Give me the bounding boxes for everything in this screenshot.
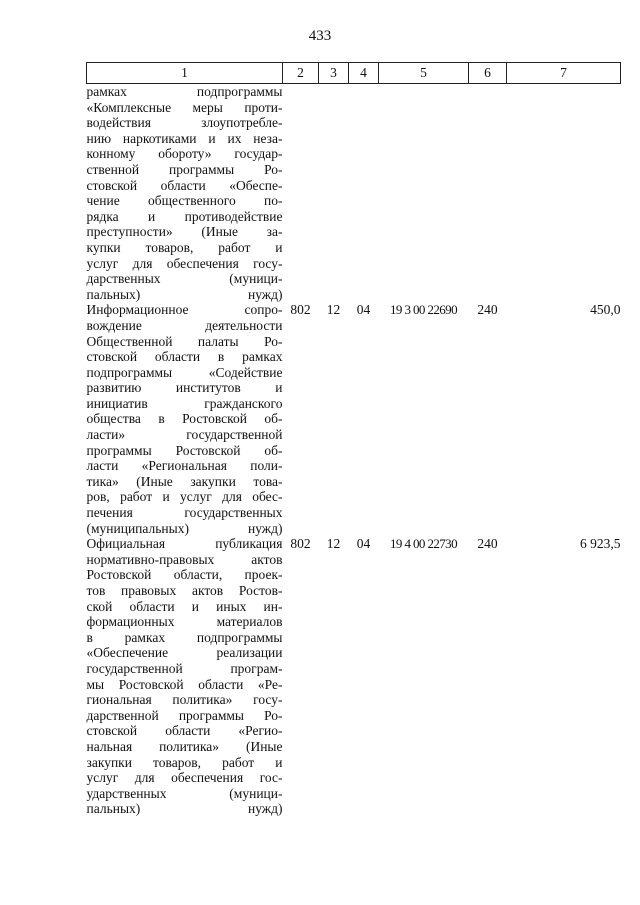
column-number: 7	[507, 63, 621, 84]
subsection-code	[349, 84, 379, 303]
description-line: программы Ростовской об-	[86, 442, 283, 458]
table-row	[87, 536, 621, 817]
description-line: пальных) нужд)	[86, 286, 283, 302]
target-article-code: 19 3 00 22690	[390, 302, 457, 318]
description-line: формационных материалов	[86, 614, 283, 630]
description-line: общества в Ростовской об-	[86, 411, 283, 427]
description-line: ров, работ и услуг для обес-	[86, 489, 283, 505]
description-line: услуг для обеспечения гос-	[86, 770, 283, 786]
description-line: ласти» государственной	[86, 427, 283, 443]
table-row	[87, 84, 621, 303]
table-row	[87, 302, 621, 536]
description-line: конному обороту» государ-	[86, 146, 283, 162]
section-code: 12	[326, 302, 341, 318]
subsection-code: 04	[356, 302, 371, 318]
description-line: ской области и иных ин-	[86, 598, 283, 614]
description-line: стовской области «Обеспе-	[86, 177, 283, 193]
description-line: (муниципальных) нужд)	[86, 520, 283, 536]
description-line: рамках подпрограммы	[86, 84, 283, 99]
description-line: закупки товаров, работ и	[86, 754, 283, 770]
column-number: 5	[379, 63, 469, 84]
column-number: 4	[349, 63, 379, 84]
target-article-code: 19 4 00 22730	[390, 536, 457, 552]
description-line: пальных) нужд)	[86, 801, 283, 817]
target-article-code	[379, 84, 469, 303]
description-line: преступности» (Иные за-	[86, 224, 283, 240]
description-line: печения государственных	[86, 505, 283, 521]
description-line: развитию институтов и	[86, 380, 283, 396]
description-line: нормативно-правовых актов	[86, 551, 283, 567]
description-line: в рамках подпрограммы	[86, 629, 283, 645]
column-number-row	[87, 63, 621, 84]
row-description	[87, 84, 283, 303]
ministry-code: 802	[290, 536, 311, 552]
description-line: подпрограммы «Содействие	[86, 364, 283, 380]
description-line: купки товаров, работ и	[86, 239, 283, 255]
description-line: стовской области «Регио-	[86, 723, 283, 739]
description-line: Официальная публикация	[86, 536, 283, 552]
description-line: стовской области в рамках	[86, 349, 283, 365]
column-number: 6	[469, 63, 507, 84]
description-line: «Комплексные меры проти-	[86, 99, 283, 115]
expense-type-code: 240	[477, 536, 498, 552]
description-line: государственной програм-	[86, 660, 283, 676]
page-number: 433	[308, 28, 332, 44]
description-line: мы Ростовской области «Ре-	[86, 676, 283, 692]
description-line: рядка и противодействие	[86, 208, 283, 224]
description-line: тов правовых актов Ростов-	[86, 583, 283, 598]
subsection-code: 04	[356, 536, 371, 552]
section-code	[319, 84, 349, 303]
description-line: гиональная политика» госу-	[86, 692, 283, 708]
description-line: ударственных (муници-	[86, 785, 283, 801]
section-code: 12	[326, 536, 341, 552]
amount: 450,0	[590, 302, 621, 318]
description-line: дарственных (муници-	[86, 271, 283, 287]
description-line: «Обеспечение реализации	[86, 645, 283, 661]
budget-table	[86, 62, 621, 817]
row-description	[87, 302, 283, 536]
description-line: инициатив гражданского	[86, 395, 283, 411]
description-line: тика» (Иные закупки това-	[86, 473, 283, 489]
row-description	[87, 536, 283, 817]
column-number: 1	[87, 63, 283, 84]
description-line: дарственной программы Ро-	[86, 707, 283, 723]
description-line: вождение деятельности	[86, 317, 283, 333]
expense-type-code	[469, 84, 507, 303]
description-line: Информационное сопро-	[86, 302, 283, 318]
description-line: Общественной палаты Ро-	[86, 333, 283, 349]
column-number: 3	[319, 63, 349, 84]
description-line: нию наркотиками и их неза-	[86, 130, 283, 146]
description-line: нальная политика» (Иные	[86, 738, 283, 754]
description-line: ласти «Региональная поли-	[86, 458, 283, 474]
ministry-code: 802	[290, 302, 311, 318]
amount: 6 923,5	[580, 536, 621, 552]
description-line: водействия злоупотребле-	[86, 115, 283, 131]
description-line: чение общественного по-	[86, 193, 283, 209]
ministry-code	[283, 84, 319, 303]
description-line: услуг для обеспечения госу-	[86, 255, 283, 271]
column-number: 2	[283, 63, 319, 84]
amount	[507, 84, 621, 303]
expense-type-code: 240	[477, 302, 498, 318]
description-line: Ростовской области, проек-	[86, 567, 283, 583]
description-line: ственной программы Ро-	[86, 161, 283, 177]
